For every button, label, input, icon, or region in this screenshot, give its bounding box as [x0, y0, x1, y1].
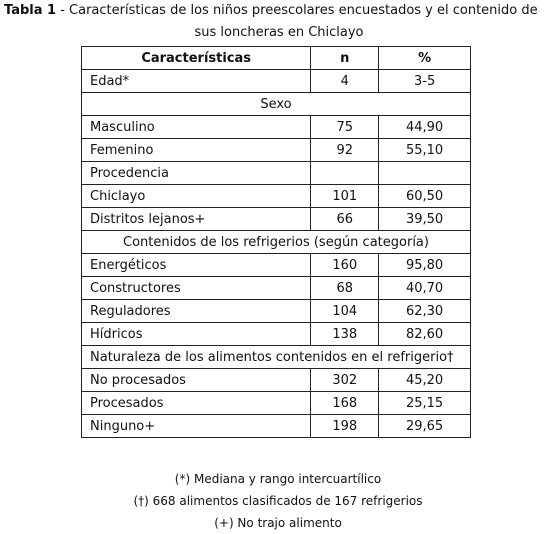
table-row: [82, 139, 471, 162]
table-row: [82, 254, 471, 277]
row-n-cell: 198: [311, 415, 379, 438]
table-body: [82, 70, 471, 438]
row-percent-cell: 95,80: [379, 254, 471, 277]
table-row: [82, 392, 471, 415]
table-row: [82, 208, 471, 231]
row-label-cell: Ninguno+: [82, 415, 311, 438]
table-header-row: [82, 47, 471, 70]
table-row: [82, 185, 471, 208]
row-percent-cell: 45,20: [379, 369, 471, 392]
row-n-cell: 75: [311, 116, 379, 139]
header-n: n: [311, 47, 379, 70]
row-percent-cell: 62,30: [379, 300, 471, 323]
row-percent-cell: 82,60: [379, 323, 471, 346]
row-label-cell: Procedencia: [82, 162, 311, 185]
row-n-cell: 66: [311, 208, 379, 231]
note-median: (*) Mediana y rango intercuartílico: [174, 472, 382, 486]
table-row: [82, 277, 471, 300]
header-percent: %: [379, 47, 471, 70]
row-n-cell: 101: [311, 185, 379, 208]
section-row: [82, 231, 471, 254]
row-label-cell: Edad*: [82, 70, 311, 93]
row-label-cell: Procesados: [82, 392, 311, 415]
row-label-cell: Distritos lejanos+: [82, 208, 311, 231]
caption-line-1: [4, 0, 554, 22]
section-label: Naturaleza de los alimentos contenidos en el refrigerio†: [82, 346, 471, 369]
row-percent-cell: 3-5: [379, 70, 471, 93]
row-label-cell: Energéticos: [82, 254, 311, 277]
section-label: Contenidos de los refrigerios (según categoría): [82, 231, 471, 254]
row-label-cell: Reguladores: [82, 300, 311, 323]
characteristics-table: [81, 46, 471, 438]
row-percent-cell: 44,90: [379, 116, 471, 139]
row-n-cell: [311, 162, 379, 185]
section-row: [82, 346, 471, 369]
note-foods: (†) 668 alimentos clasificados de 167 refrigerios: [133, 494, 423, 508]
row-n-cell: 160: [311, 254, 379, 277]
row-percent-cell: [379, 162, 471, 185]
row-n-cell: 104: [311, 300, 379, 323]
row-percent-cell: 55,10: [379, 139, 471, 162]
table-row: [82, 415, 471, 438]
row-n-cell: 4: [311, 70, 379, 93]
table-row: [82, 162, 471, 185]
table-row: [82, 300, 471, 323]
row-label-cell: Chiclayo: [82, 185, 311, 208]
row-label-cell: No procesados: [82, 369, 311, 392]
row-percent-cell: 40,70: [379, 277, 471, 300]
table-row: [82, 323, 471, 346]
row-label-cell: Masculino: [82, 116, 311, 139]
row-label-cell: Hídricos: [82, 323, 311, 346]
row-n-cell: 168: [311, 392, 379, 415]
row-percent-cell: 25,15: [379, 392, 471, 415]
row-percent-cell: 39,50: [379, 208, 471, 231]
row-n-cell: 92: [311, 139, 379, 162]
table-row: [82, 70, 471, 93]
row-label-cell: Constructores: [82, 277, 311, 300]
row-n-cell: 302: [311, 369, 379, 392]
section-label: Sexo: [82, 93, 471, 116]
table-notes: [0, 468, 556, 534]
note-no-food: (+) No trajo alimento: [214, 516, 342, 530]
table-caption: [4, 0, 554, 44]
section-row: [82, 93, 471, 116]
row-percent-cell: 29,65: [379, 415, 471, 438]
row-n-cell: 68: [311, 277, 379, 300]
caption-label: Tabla 1: [4, 3, 57, 18]
table-row: [82, 116, 471, 139]
header-caracteristicas: Características: [82, 47, 311, 70]
caption-text-1: - Características de los niños preescolares encuestados y el contenido de: [56, 3, 538, 18]
row-percent-cell: 60,50: [379, 185, 471, 208]
caption-line-2: sus loncheras en Chiclayo: [194, 25, 364, 40]
row-label-cell: Femenino: [82, 139, 311, 162]
row-n-cell: 138: [311, 323, 379, 346]
table-row: [82, 369, 471, 392]
